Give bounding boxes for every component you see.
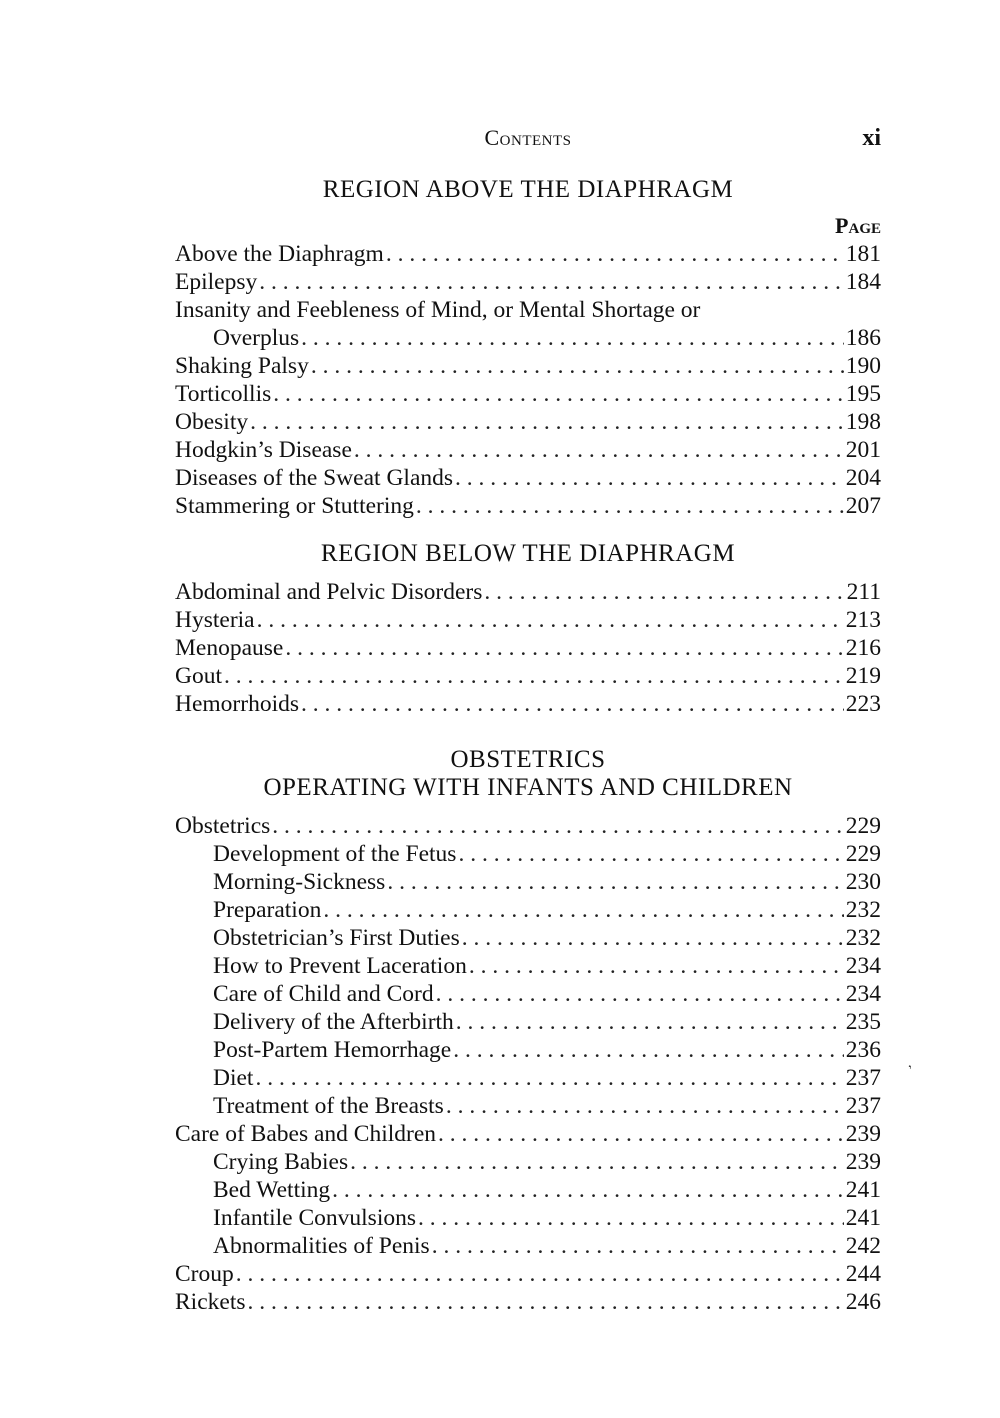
dot-leader [438, 1120, 844, 1148]
toc-entry-page: 246 [845, 1289, 881, 1315]
toc-entry-title: Infantile Convulsions [213, 1205, 416, 1231]
dot-leader [453, 1036, 844, 1064]
dot-leader [248, 1288, 844, 1316]
toc-entry [175, 578, 881, 606]
section-subtitle: OPERATING WITH INFANTS AND CHILDREN [263, 774, 793, 801]
toc-entry [175, 662, 881, 690]
section-entries [175, 812, 881, 1316]
toc-entry-title: Menopause [175, 635, 284, 661]
toc-entry-title: Diseases of the Sweat Glands [175, 465, 454, 491]
toc-subentry [175, 1148, 881, 1176]
section-entries [175, 578, 881, 718]
toc-entry [175, 324, 881, 352]
toc-entry-page: 244 [845, 1261, 881, 1287]
toc-entry-page: 234 [845, 981, 881, 1007]
toc-entry [175, 812, 881, 840]
toc-subentry [175, 952, 881, 980]
toc-entry-title: Obstetrics [175, 813, 271, 839]
dot-leader [301, 324, 844, 352]
dot-leader [446, 1092, 844, 1120]
toc-entry-page: 232 [845, 897, 881, 923]
toc-subentry [175, 1036, 881, 1064]
dot-leader [350, 1148, 844, 1176]
toc-entry [175, 1260, 881, 1288]
dot-leader [386, 240, 844, 268]
toc-subentry [175, 840, 881, 868]
dot-leader [432, 1232, 844, 1260]
dot-leader [418, 1204, 844, 1232]
page-column-label: Page [835, 213, 881, 238]
toc-entry-line [175, 296, 881, 324]
toc-entry-title: Torticollis [175, 381, 272, 407]
toc-entry-page: 216 [845, 635, 881, 661]
toc-subentry [175, 896, 881, 924]
dot-leader [259, 268, 844, 296]
toc-entry-title: Hysteria [175, 607, 255, 633]
toc-entry [175, 606, 881, 634]
toc-entry [175, 1288, 881, 1316]
toc-entry-page: 211 [846, 579, 881, 605]
toc-entry-title: Obesity [175, 409, 249, 435]
toc-entry-title: Development of the Fetus [213, 841, 457, 867]
dot-leader [272, 812, 843, 840]
toc-entry-page: 213 [845, 607, 881, 633]
section-title: OBSTETRICS [450, 746, 606, 773]
toc-entry-page: 237 [845, 1093, 881, 1119]
dot-leader [462, 924, 844, 952]
page-header [175, 122, 881, 154]
toc-entry-title: Delivery of the Afterbirth [213, 1009, 454, 1035]
toc-entry-title: Hodgkin’s Disease [175, 437, 352, 463]
dot-leader [354, 436, 844, 464]
toc-entry-page: 239 [845, 1149, 881, 1175]
toc-entry-page: 229 [845, 813, 881, 839]
stray-pencil-mark: ’ [906, 1062, 918, 1079]
dot-leader [273, 380, 843, 408]
dot-leader [387, 868, 843, 896]
dot-leader [236, 1260, 844, 1288]
dot-leader [311, 352, 844, 380]
toc-subentry [175, 980, 881, 1008]
toc-entry-page: 195 [845, 381, 881, 407]
dot-leader [484, 578, 844, 606]
toc-entry-page: 241 [845, 1205, 881, 1231]
dot-leader [255, 1064, 843, 1092]
running-title: Contents [484, 125, 572, 150]
toc-entry-page: 230 [845, 869, 881, 895]
toc-entry-title: Post-Partem Hemorrhage [213, 1037, 452, 1063]
dot-leader [469, 952, 844, 980]
toc-subentry [175, 868, 881, 896]
toc-entry-title: Shaking Palsy [175, 353, 309, 379]
toc-entry-page: 181 [845, 241, 881, 267]
toc-entry-page: 236 [845, 1037, 881, 1063]
toc-entry [175, 436, 881, 464]
toc-entry-title: Morning-Sickness [213, 869, 386, 895]
toc-entry-title: Bed Wetting [213, 1177, 331, 1203]
toc-entry-title-continuation: Overplus [213, 325, 300, 351]
toc-entry-title: Stammering or Stuttering [175, 493, 414, 519]
toc-entry-title: Diet [213, 1065, 254, 1091]
toc-entry-page: 207 [845, 493, 881, 519]
toc-entry-page: 242 [845, 1233, 881, 1259]
toc-entry-title: Epilepsy [175, 269, 258, 295]
dot-leader [455, 464, 844, 492]
toc-entry-title: Treatment of the Breasts [213, 1093, 444, 1119]
toc-entry [175, 408, 881, 436]
toc-entry-title: Care of Child and Cord [213, 981, 434, 1007]
dot-leader [301, 690, 844, 718]
toc-entry-title: Abdominal and Pelvic Disorders [175, 579, 483, 605]
toc-entry-page: 204 [845, 465, 881, 491]
toc-entry-page: 201 [845, 437, 881, 463]
toc-entry-title: Hemorrhoids [175, 691, 300, 717]
dot-leader [257, 606, 844, 634]
dot-leader [250, 408, 844, 436]
toc-entry-title: How to Prevent Laceration [213, 953, 467, 979]
toc-entry-page: 219 [845, 663, 881, 689]
dot-leader [436, 980, 844, 1008]
toc-entry-title: Preparation [213, 897, 322, 923]
toc-entry [175, 240, 881, 268]
section-title: REGION ABOVE THE DIAPHRAGM [322, 176, 734, 203]
toc-entry-title: Crying Babies [213, 1149, 349, 1175]
toc-entry-title: Insanity and Feebleness of Mind, or Mental Shortage or [175, 297, 701, 323]
toc-entry-title: Croup [175, 1261, 234, 1287]
toc-entry-page: 184 [845, 269, 881, 295]
toc-entry [175, 464, 881, 492]
toc-subentry [175, 1064, 881, 1092]
section-title: REGION BELOW THE DIAPHRAGM [320, 540, 736, 567]
toc-entry [175, 268, 881, 296]
toc-entry [175, 352, 881, 380]
toc-entry-title: Care of Babes and Children [175, 1121, 437, 1147]
toc-entry-page: 223 [845, 691, 881, 717]
toc-entry [175, 380, 881, 408]
toc-entry-page: 241 [845, 1177, 881, 1203]
toc-entry-title: Gout [175, 663, 222, 689]
dot-leader [332, 1176, 844, 1204]
toc-entry [175, 690, 881, 718]
toc-entry-page: 198 [845, 409, 881, 435]
toc-entry-title: Above the Diaphragm [175, 241, 384, 267]
table-of-contents [175, 176, 881, 1316]
toc-entry-title: Abnormalities of Penis [213, 1233, 430, 1259]
toc-entry-page: 239 [845, 1121, 881, 1147]
toc-subentry [175, 924, 881, 952]
toc-subentry [175, 1008, 881, 1036]
toc-entry-page: 234 [845, 953, 881, 979]
toc-entry-page: 186 [845, 325, 881, 351]
toc-subentry [175, 1092, 881, 1120]
toc-entry-page: 235 [845, 1009, 881, 1035]
toc-entry [175, 1120, 881, 1148]
dot-leader [224, 662, 844, 690]
toc-entry-title: Obstetrician’s First Duties [213, 925, 460, 951]
dot-leader [456, 1008, 844, 1036]
toc-entry [175, 634, 881, 662]
toc-entry [175, 492, 881, 520]
dot-leader [416, 492, 844, 520]
section-entries [175, 240, 881, 520]
toc-entry-page: 237 [845, 1065, 881, 1091]
dot-leader [323, 896, 843, 924]
toc-subentry [175, 1204, 881, 1232]
page-folio: xi [862, 125, 881, 151]
toc-entry-page: 229 [845, 841, 881, 867]
toc-subentry [175, 1232, 881, 1260]
toc-entry-title: Rickets [175, 1289, 246, 1315]
dot-leader [285, 634, 843, 662]
toc-entry-page: 190 [845, 353, 881, 379]
dot-leader [458, 840, 843, 868]
toc-entry-page: 232 [845, 925, 881, 951]
toc-subentry [175, 1176, 881, 1204]
